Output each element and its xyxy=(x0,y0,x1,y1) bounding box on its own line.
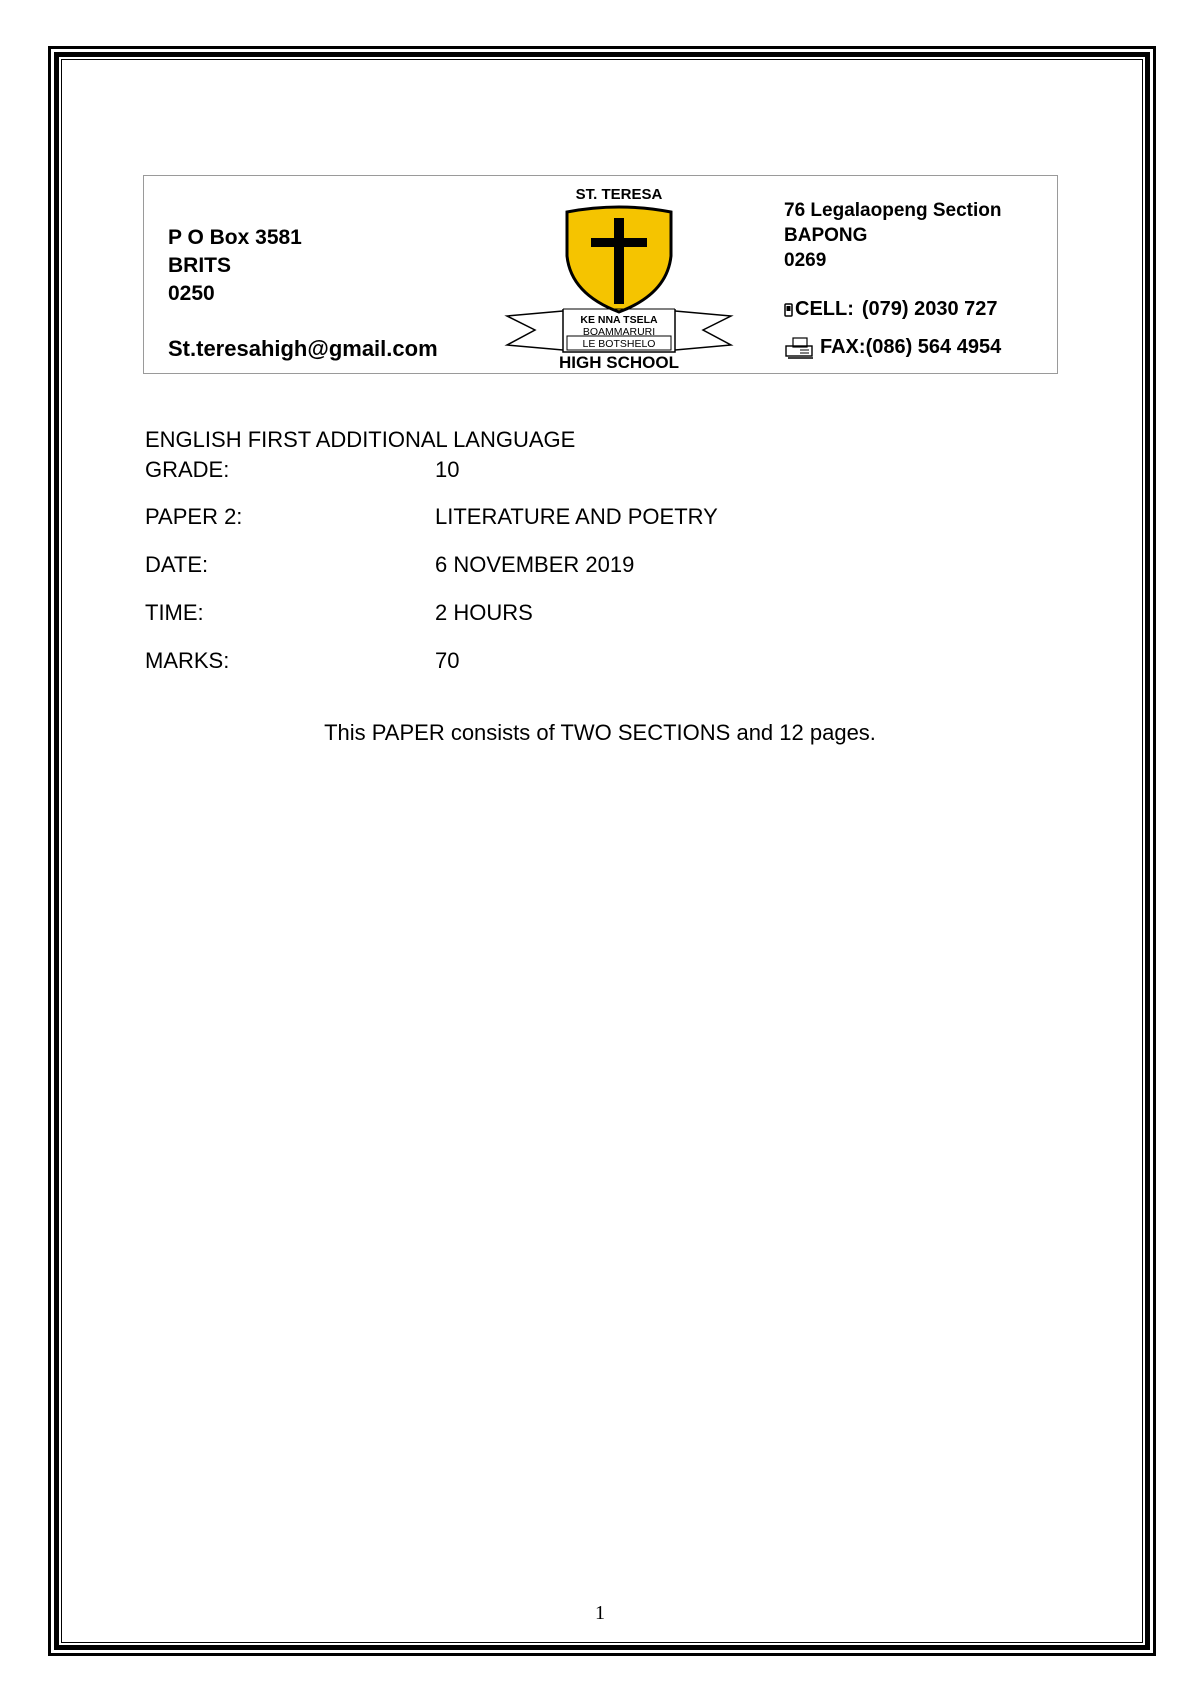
letterhead xyxy=(143,175,1058,374)
postal-address xyxy=(168,224,302,308)
cross-icon-horizontal xyxy=(591,238,647,247)
cell-number: (079) 2030 727 xyxy=(861,298,998,320)
exam-subject: ENGLISH FIRST ADDITIONAL LANGUAGE xyxy=(145,427,576,452)
exam-label: PAPER 2: xyxy=(145,504,243,529)
exam-value: 2 HOURS xyxy=(435,600,533,625)
crest-motto-line-3: LE BOTSHELO xyxy=(582,338,656,350)
exam-label: GRADE: xyxy=(145,457,230,482)
cell-label: CELL: xyxy=(795,298,854,320)
phone-icon xyxy=(784,303,793,317)
crest-school-name: ST. TERESA xyxy=(575,186,663,203)
postal-box: P O Box 3581 xyxy=(168,226,302,249)
exam-row-grade xyxy=(145,457,460,483)
school-crest xyxy=(499,184,739,372)
fax-text xyxy=(820,336,1001,359)
exam-value: 10 xyxy=(435,457,460,482)
exam-row-paper xyxy=(145,504,718,530)
exam-value: 6 NOVEMBER 2019 xyxy=(435,552,635,577)
postal-code: 0250 xyxy=(168,282,215,305)
physical-town: BAPONG xyxy=(784,225,868,246)
cross-icon-vertical xyxy=(614,218,624,304)
page-number: 1 xyxy=(595,1602,605,1624)
fax-contact xyxy=(784,336,1001,359)
physical-street: 76 Legalaopeng Section xyxy=(784,200,1002,221)
exam-label: TIME: xyxy=(145,600,204,625)
crest-motto-line-1: KE NNA TSELA xyxy=(580,314,658,326)
exam-row-time xyxy=(145,600,533,626)
exam-label: DATE: xyxy=(145,552,209,577)
exam-row-marks xyxy=(145,648,460,674)
crest-school-type: HIGH SCHOOL xyxy=(559,353,679,372)
paper-note: This PAPER consists of TWO SECTIONS and 12 pages. xyxy=(324,720,876,745)
exam-value: LITERATURE AND POETRY xyxy=(435,504,718,529)
school-email: St.teresahigh@gmail.com xyxy=(168,336,438,361)
physical-address xyxy=(784,198,1002,273)
cell-contact xyxy=(784,298,998,321)
fax-icon xyxy=(784,337,814,359)
fax-number: (086) 564 4954 xyxy=(865,336,1002,358)
exam-value: 70 xyxy=(435,648,460,673)
crest-motto-line-2: BOAMMARURI xyxy=(582,326,656,338)
exam-label: MARKS: xyxy=(145,648,230,673)
physical-code: 0269 xyxy=(784,250,827,271)
postal-town: BRITS xyxy=(168,254,231,277)
exam-row-date xyxy=(145,552,635,578)
fax-label: FAX: xyxy=(820,336,866,358)
